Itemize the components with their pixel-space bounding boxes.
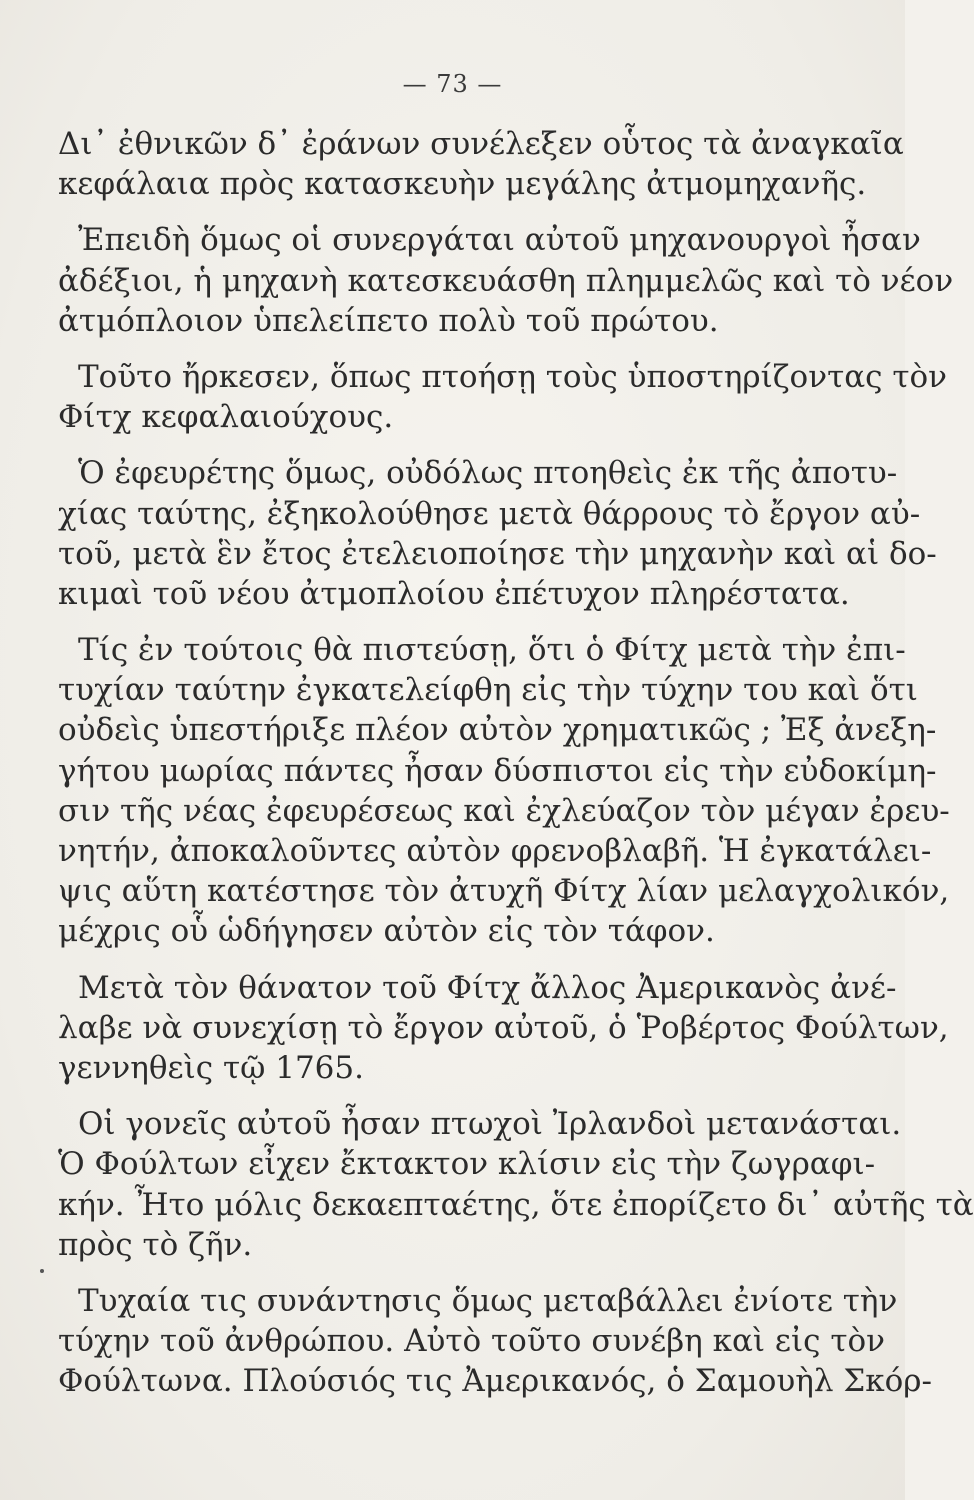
text-line: τυχίαν ταύτην ἐγκατελείφθη εἰς τὴν τύχην του καὶ ὅτι (58, 672, 918, 709)
text-line: μέχρις οὗ ὡδήγησεν αὐτὸν εἰς τὸν τάφον. (58, 913, 715, 950)
text-line: ἀδέξιοι, ἡ μηχανὴ κατεσκευάσθη πλημμελῶς καὶ τὸ νέον (58, 262, 954, 299)
text-line: ἀτμόπλοιον ὑπελείπετο πολὺ τοῦ πρώτου. (58, 302, 719, 339)
paragraph (58, 630, 950, 952)
text-line: Δι᾽ ἐθνικῶν δ᾽ ἐράνων συνέλεξεν οὗτος τὰ ἀναγκαῖα (58, 126, 904, 162)
paragraph (58, 453, 937, 614)
paragraph-gap (58, 1265, 803, 1281)
paragraph-gap (58, 437, 803, 453)
paragraph-gap (58, 341, 803, 357)
paragraph-gap (58, 204, 803, 220)
text-line: κεφάλαια πρὸς κατασκευὴν μεγάλης ἀτμομηχανῆς. (58, 166, 867, 203)
text-line: Φούλτωνα. Πλούσιός τις Ἀμερικανός, ὁ Σαμουὴλ Σκόρ- (58, 1363, 933, 1400)
paragraph (58, 124, 904, 204)
text-line: Ὁ ἐφευρέτης ὅμως, οὐδόλως πτοηθεὶς ἐκ τῆς ἀποτυ- (78, 455, 898, 492)
text-line: τύχην τοῦ ἀνθρώπου. Αὐτὸ τοῦτο συνέβη καὶ εἰς τὸν (58, 1323, 885, 1360)
text-line: γεννηθεὶς τῷ 1765. (58, 1049, 364, 1086)
text-line: Ὁ Φούλτων εἶχεν ἔκτακτον κλίσιν εἰς τὴν ζωγραφι- (58, 1146, 876, 1183)
paragraph (58, 1281, 933, 1402)
text-line: Οἱ γονεῖς αὐτοῦ ἦσαν πτωχοὶ Ἰρλανδοὶ μετανάσται. (78, 1106, 902, 1143)
text-line: Τίς ἐν τούτοις θὰ πιστεύσῃ, ὅτι ὁ Φίτχ μετὰ τὴν ἐπι- (78, 632, 906, 669)
text-line: οὐδεὶς ὑπεστήριξε πλέον αὐτὸν χρηματικῶς ; Ἐξ ἀνεξη- (58, 712, 937, 749)
paragraph (58, 968, 949, 1089)
text-line: Μετὰ τὸν θάνατον τοῦ Φίτχ ἄλλος Ἀμερικανὸς ἀνέ- (78, 969, 897, 1006)
paragraph (58, 1104, 974, 1265)
text-line: Τοῦτο ἤρκεσεν, ὅπως πτοήσῃ τοὺς ὑποστηρίζοντας τὸν (78, 358, 948, 395)
paragraph (58, 220, 954, 341)
text-line: Τυχαία τις συνάντησις ὅμως μεταβάλλει ἐνίοτε τὴν (78, 1282, 898, 1319)
paragraph (58, 357, 948, 437)
paragraph-gap (58, 614, 803, 630)
text-line: πρὸς τὸ ζῆν. (58, 1226, 253, 1263)
text-line: ψις αὕτη κατέστησε τὸν ἀτυχῆ Φίτχ λίαν μελαγχολικόν, (58, 873, 950, 910)
body-text (58, 124, 974, 1401)
paragraph-gap (58, 952, 803, 968)
text-line: κιμαὶ τοῦ νέου ἀτμοπλοίου ἐπέτυχον πληρέστατα. (58, 575, 850, 612)
text-line: τοῦ, μετὰ ἓν ἔτος ἐτελειοποίησε τὴν μηχανὴν καὶ αἱ δο- (58, 535, 937, 572)
text-line: Φίτχ κεφαλαιούχους. (58, 399, 394, 436)
text-line: Ἐπειδὴ ὅμως οἱ συνεργάται αὐτοῦ μηχανουργοὶ ἦσαν (78, 222, 921, 259)
text-line: νητήν, ἀποκαλοῦντες αὐτὸν φρενοβλαβῆ. Ἡ ἐγκατάλει- (58, 833, 932, 869)
ink-speck (40, 1269, 44, 1273)
text-line: σιν τῆς νέας ἐφευρέσεως καὶ ἐχλεύαζον τὸν μέγαν ἐρευ- (58, 792, 950, 829)
paragraph-gap (58, 1088, 803, 1104)
text-line: κήν. Ἦτο μόλις δεκαεπταέτης, ὅτε ἐπορίζετο δι᾽ αὐτῆς τὰ (58, 1186, 974, 1223)
text-line: γήτου μωρίας πάντες ἦσαν δύσπιστοι εἰς τὴν εὐδοκίμη- (58, 752, 937, 789)
text-line: χίας ταύτης, ἐξηκολούθησε μετὰ θάρρους τὸ ἔργον αὐ- (58, 495, 921, 532)
text-line: λαβε νὰ συνεχίσῃ τὸ ἔργον αὐτοῦ, ὁ Ῥοβέρτος Φούλτων, (58, 1009, 949, 1046)
page-number: — 73 — (402, 70, 503, 98)
